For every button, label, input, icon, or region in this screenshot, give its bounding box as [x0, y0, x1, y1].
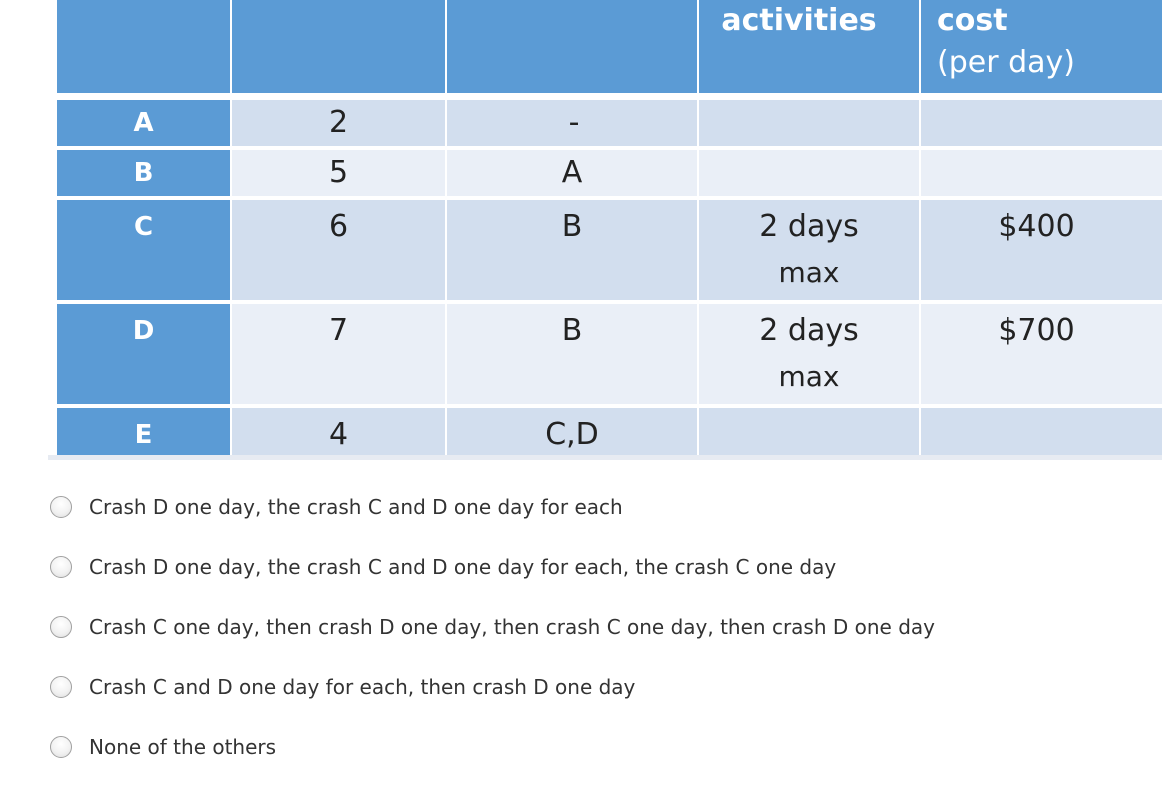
row-c-cost: [921, 200, 1162, 300]
row-a-predecessor: [447, 100, 697, 146]
radio-button[interactable]: [50, 676, 72, 698]
row-c-crash: [699, 200, 919, 300]
predecessor-value: -: [568, 105, 580, 140]
radio-button[interactable]: [50, 616, 72, 638]
answer-option-2[interactable]: [50, 552, 836, 582]
header-activities-text: activities: [721, 3, 877, 38]
header-cell-activity: [57, 0, 230, 93]
option-label: Crash D one day, the crash C and D one day for each: [89, 495, 623, 519]
radio-button[interactable]: [50, 496, 72, 518]
row-d-crash: [699, 304, 919, 404]
crash-limit-value: 2 days: [759, 313, 859, 348]
row-e-cost: [921, 408, 1162, 455]
row-b-cost: [921, 150, 1162, 196]
row-b-activity: [57, 150, 230, 196]
duration-value: 4: [328, 417, 349, 452]
row-c-predecessor: [447, 200, 697, 300]
row-e-predecessor: [447, 408, 697, 455]
row-d-duration: [232, 304, 445, 404]
option-label: Crash D one day, the crash C and D one day for each, the crash C one day: [89, 555, 837, 579]
row-c-duration: [232, 200, 445, 300]
row-a-duration: [232, 100, 445, 146]
header-cell-predecessor: [447, 0, 697, 93]
crash-limit-unit: max: [778, 256, 840, 289]
duration-value: 5: [328, 155, 349, 190]
row-b-predecessor: [447, 150, 697, 196]
radio-button[interactable]: [50, 556, 72, 578]
predecessor-value: B: [561, 209, 583, 244]
answer-option-3[interactable]: [50, 612, 935, 642]
cost-value: $400: [998, 209, 1075, 244]
crash-limit-unit: max: [778, 360, 840, 393]
row-b-crash: [699, 150, 919, 196]
row-c-activity: [57, 200, 230, 300]
duration-value: 6: [328, 209, 349, 244]
row-b-duration: [232, 150, 445, 196]
header-cell-activities: [699, 0, 919, 93]
option-label: Crash C and D one day for each, then crash D one day: [89, 675, 636, 699]
predecessor-value: A: [561, 155, 583, 190]
row-a-crash: [699, 100, 919, 146]
row-e-activity: [57, 408, 230, 455]
activity-label: E: [134, 420, 153, 450]
header-cell-duration: [232, 0, 445, 93]
row-e-duration: [232, 408, 445, 455]
crash-limit-value: 2 days: [759, 209, 859, 244]
row-d-predecessor: [447, 304, 697, 404]
activity-label: A: [133, 108, 154, 138]
row-d-cost: [921, 304, 1162, 404]
header-cost-text: cost: [937, 3, 1008, 38]
header-cost-unit-text: (per day): [937, 45, 1075, 80]
answer-option-4[interactable]: [50, 672, 635, 702]
row-a-cost: [921, 100, 1162, 146]
header-cell-cost: [921, 0, 1162, 93]
predecessor-value: C,D: [545, 417, 599, 452]
answer-option-5[interactable]: [50, 732, 276, 762]
cost-value: $700: [998, 313, 1075, 348]
row-a-activity: [57, 100, 230, 146]
row-e-crash: [699, 408, 919, 455]
duration-value: 7: [328, 313, 349, 348]
activity-label: B: [133, 158, 154, 188]
radio-button[interactable]: [50, 736, 72, 758]
option-label: None of the others: [89, 735, 277, 759]
activity-label: D: [132, 316, 155, 346]
answer-option-1[interactable]: [50, 492, 623, 522]
predecessor-value: B: [561, 313, 583, 348]
row-d-activity: [57, 304, 230, 404]
table-bottom-edge: [48, 455, 1162, 460]
option-label: Crash C one day, then crash D one day, then crash C one day, then crash D one day: [89, 615, 935, 639]
duration-value: 2: [328, 105, 349, 140]
activity-label: C: [133, 212, 154, 242]
